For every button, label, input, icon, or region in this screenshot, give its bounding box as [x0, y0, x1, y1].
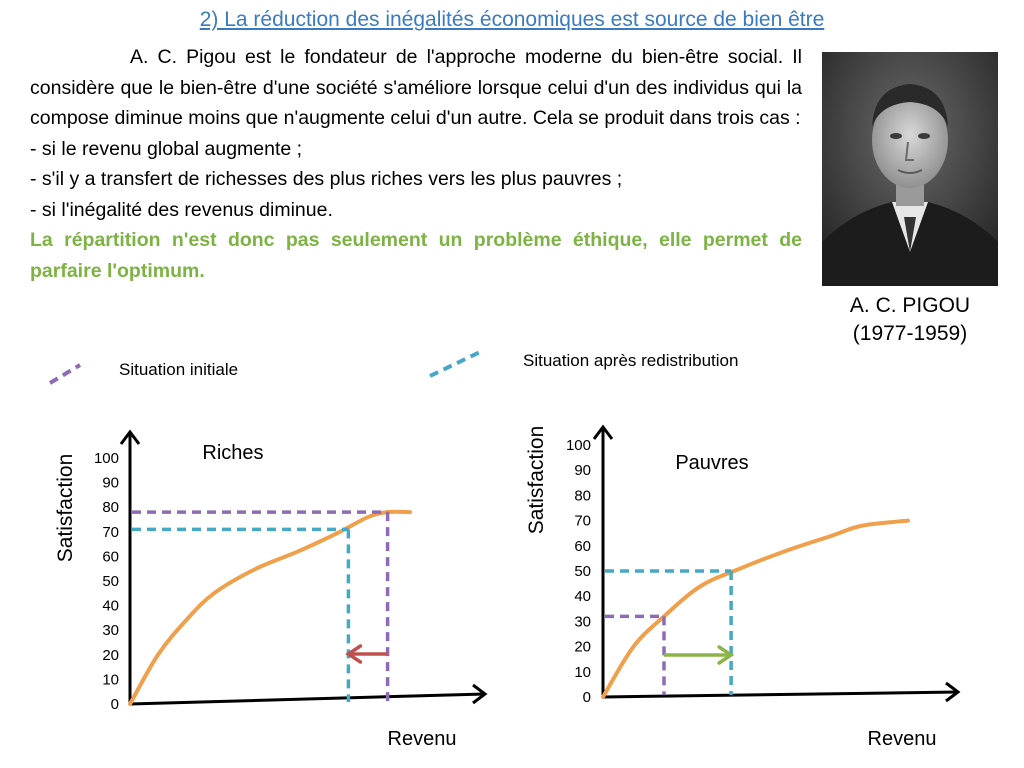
utility-curve	[603, 521, 908, 697]
y-tick-label: 100	[565, 437, 591, 454]
y-tick-label: 0	[582, 689, 591, 706]
y-axis-label: Satisfaction	[54, 453, 77, 563]
chart-title: Riches	[202, 442, 264, 464]
y-tick-label: 60	[574, 537, 591, 555]
case-3: - si l'inégalité des revenus diminue.	[30, 198, 333, 221]
case-1: - si le revenu global augmente ;	[30, 137, 303, 160]
y-tick-label: 70	[102, 523, 119, 541]
y-tick-label: 90	[574, 462, 591, 480]
y-tick-label: 50	[574, 563, 591, 580]
intro-paragraph: A. C. Pigou est le fondateur de l'approche moderne du bien-être social. Il considère que le bien-être d'une société s'améliore lorsque celui d'un des individus qui la compose diminue moins que n'augmente celui d'un autre. Cela se produit dans trois cas :	[30, 46, 802, 129]
legend-initial-label: Situation initiale	[119, 360, 239, 379]
y-tick-label: 30	[102, 622, 119, 640]
y-tick-label: 70	[574, 512, 591, 530]
y-tick-label: 80	[102, 499, 119, 517]
x-axis-label: Revenu	[387, 728, 457, 750]
y-tick-label: 90	[102, 474, 119, 492]
portrait-dates: (1977-1959)	[852, 322, 968, 345]
y-tick-label: 20	[102, 646, 119, 664]
y-tick-label: 20	[574, 638, 591, 656]
legend-after-label: Situation après redistribution	[523, 351, 739, 370]
chart-title: Pauvres	[675, 452, 749, 474]
y-axis-label: Satisfaction	[525, 425, 548, 535]
y-tick-label: 0	[110, 696, 119, 713]
y-tick-label: 50	[102, 573, 119, 590]
y-tick-label: 10	[102, 671, 119, 689]
x-axis	[603, 692, 958, 697]
slide-title: 2) La réduction des inégalités économiques est source de bien être	[199, 8, 825, 31]
y-tick-label: 40	[102, 597, 119, 615]
y-tick-label: 10	[574, 663, 591, 681]
y-tick-label: 40	[574, 588, 591, 606]
y-tick-label: 100	[93, 450, 119, 467]
y-tick-label: 60	[102, 548, 119, 566]
conclusion-paragraph: La répartition n'est donc pas seulement un problème éthique, elle permet de parfaire l'optimum.	[30, 229, 802, 282]
y-tick-label: 80	[574, 487, 591, 505]
portrait-name: A. C. PIGOU	[849, 294, 971, 317]
y-tick-label: 30	[574, 613, 591, 631]
x-axis-label: Revenu	[867, 728, 937, 750]
case-2: - s'il y a transfert de richesses des plus riches vers les plus pauvres ;	[30, 168, 623, 190]
